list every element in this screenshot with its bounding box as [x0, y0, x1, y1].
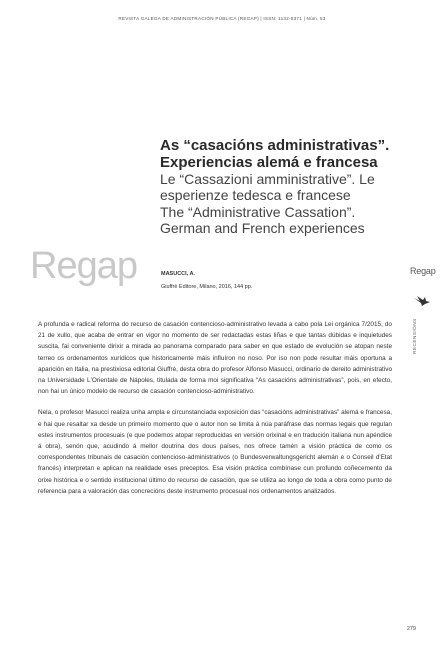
main-title [160, 138, 430, 171]
italian-title [160, 172, 430, 203]
regap-side-logo: Regap [410, 266, 436, 276]
italian-title-line: esperienze tedesca e francese [160, 186, 351, 203]
english-title-line: German and French experiences [160, 219, 365, 236]
page-number: 279 [406, 626, 416, 632]
running-head: REVISTA GALEGA DE ADMINISTRACIÓN PÚBLICA (REGAP) | ISSN: 1132-8371 | Núm. 53 [118, 16, 326, 21]
regap-watermark-logo: Regap [30, 245, 137, 287]
main-title-line: As “casacións administrativas”. [160, 137, 390, 154]
section-label: RECENSIÓNS [413, 318, 418, 354]
english-title-line: The “Administrative Cassation”. [160, 204, 356, 220]
book-reference [161, 268, 252, 294]
book-publication: Giuffrè Editore, Milano, 2016, 144 pp. [161, 284, 253, 290]
italian-title-line: Le “Cassazioni amministrative”. Le [160, 171, 375, 187]
bird-emblem-icon [413, 295, 431, 307]
title-block [160, 138, 430, 236]
body-paragraph: Nela, o profesor Masucci realiza unha ampla e circunstanciada exposición das “casacións administrativas” alemá e francesa, e hai que resaltar xa desde un primeiro momento que o autor non se limita á núa paráfrase das normas legais que regulan estes instrumentos procesuais (e que podemos atopar reproducidas en versión orixinal e en tradución italiana nun apéndice á obra), senón que, acudindo á mellor doutrina dos dous países, nos ofrece tamén a visión práctica de como os correspondentes tribunais de casación contencioso-administrativos (o Bundesverwaltungsgericht alemán e o Conseil d'Etat francés) interpretan e aplican na realidade eses preceptos. Esa visión práctica combínase cun profundo coñecemento da orixe histórica e o sentido institucional último do recurso de casación, que se utiliza ao longo de toda a obra como punto de referencia para a valoración das concrecións deste instrumento procesual nos ordenamentos analizados. [38, 409, 392, 495]
body-paragraph: A profunda e radical reforma do recurso de casación contencioso-administrativo levada a cabo pola Lei orgánica 7/2015, do 21 de xullo, que acaba de entrar en vigor no momento de ser redactadas estas liñas e que tantas dúbidas e inquietudes suscita, fai conveniente dirixir a mirada ao panorama comparado para saber en que estado de evolución se atopan neste terreo os ordenamentos xurídicos que historicamente máis influíron no noso. Por iso non pode resultar máis oportuna a aparición en Italia, na prestixiosa editorial Giuffrè, desta obra do profesor Alfonso Masucci, ordinario de dereito administrativo na Universidade L'Orientale de Nápoles, titulada de forma moi significativa “As casacións administrativas”, pois, en efecto, non hai un único modelo de recurso de casación contencioso-administrativo. [38, 321, 392, 396]
english-title [160, 205, 430, 236]
book-author: MASUCCI, A. [161, 271, 196, 277]
main-title-line: Experiencias alemá e francesa [160, 153, 378, 171]
article-body [38, 319, 392, 507]
